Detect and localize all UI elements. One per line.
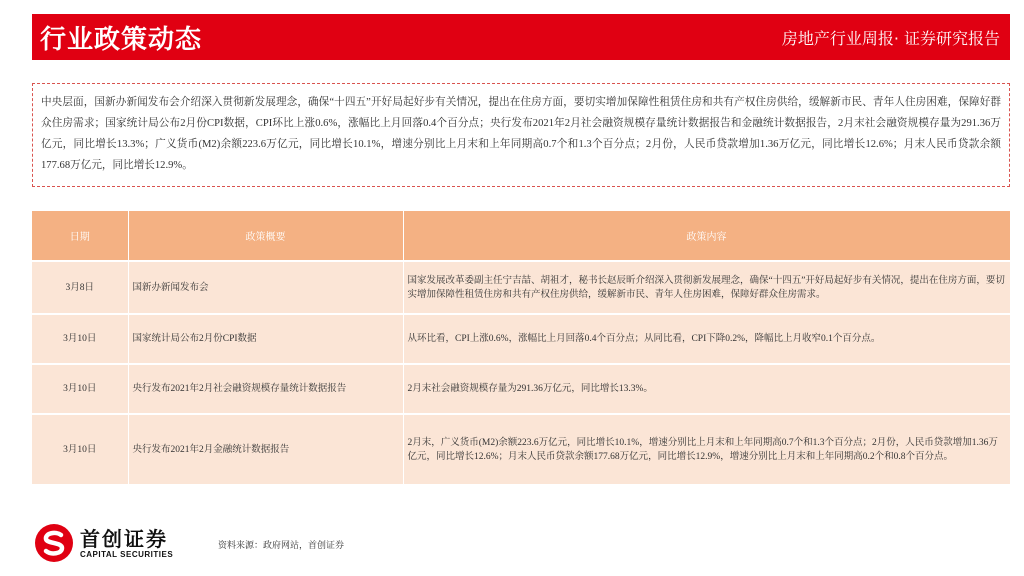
page-title: 行业政策动态 [40, 24, 203, 55]
row-summary: 央行发布2021年2月金融统计数据报告 [128, 414, 403, 484]
row-summary: 央行发布2021年2月社会融资规模存量统计数据报告 [128, 364, 403, 414]
row-date: 3月10日 [32, 414, 128, 484]
policy-table [32, 211, 1011, 484]
footer-logo [34, 520, 173, 566]
table-row [32, 364, 1010, 414]
row-content: 2月末社会融资规模存量为291.36万亿元，同比增长13.3%。 [403, 364, 1010, 414]
row-date: 3月10日 [32, 364, 128, 414]
logo-chinese-name: 首创证券 [80, 526, 168, 551]
report-subtitle: 房地产行业周报· 证券研究报告 [781, 28, 1000, 48]
column-header-content: 政策内容 [403, 211, 1010, 261]
capital-securities-logo-icon [34, 523, 74, 563]
column-header-summary: 政策概要 [128, 211, 403, 261]
policy-summary-text: 中央层面，国新办新闻发布会介绍深入贯彻新发展理念，确保“十四五”开好局起好步有关情况，提出在住房方面，要切实增加保障性租赁住房和共有产权住房供给，缓解新市民、青年人住房困难，保障好群众住房需求；国家统计局公布2月份CPI数据，CPI环比上涨0.6%，涨幅比上月回落0.4个百分点；央行发布2021年2月社会融资规模存量统计数据报告和金融统计数据报告，2月末社会融资规模存量为291.36万亿元，同比增长13.3%；广义货币(M2)余额223.6万亿元，同比增长10.1%，增速分别比上月末和上年同期高0.7个和1.3个百分点；2月份，人民币贷款增加1.36万亿元，同比增长12.6%；月末人民币贷款余额177.68万亿元，同比增长12.9%。 [41, 97, 1001, 171]
row-summary: 国新办新闻发布会 [128, 261, 403, 314]
table-header-row [32, 211, 1010, 261]
row-content: 从环比看，CPI上涨0.6%，涨幅比上月回落0.4个百分点；从同比看，CPI下降0.2%，降幅比上月收窄0.1个百分点。 [403, 314, 1010, 364]
table-row [32, 261, 1010, 314]
row-date: 3月10日 [32, 314, 128, 364]
table-row [32, 414, 1010, 484]
policy-table-container [32, 211, 1010, 484]
row-content: 国家发展改革委副主任宁吉喆、胡祖才，秘书长赵辰昕介绍深入贯彻新发展理念，确保“十四五”开好局起好步有关情况，提出在住房方面，要切实增加保障性租赁住房和共有产权住房供给，缓解新市民、青年人住房困难，保障好群众住房需求。 [403, 261, 1010, 314]
row-date: 3月8日 [32, 261, 128, 314]
page-header [32, 14, 1010, 60]
logo-english-name: CAPITAL SECURITIES [80, 549, 174, 559]
column-header-date: 日期 [32, 211, 128, 261]
row-summary: 国家统计局公布2月份CPI数据 [128, 314, 403, 364]
row-content: 2月末，广义货币(M2)余额223.6万亿元，同比增长10.1%，增速分别比上月末和上年同期高0.7个和1.3个百分点；2月份，人民币贷款增加1.36万亿元，同比增长12.6%；月末人民币贷款余额177.68万亿元，同比增长12.9%，增速分别比上月末和上年同期高0.2个和0.8个百分点。 [403, 414, 1010, 484]
policy-summary-box [32, 83, 1010, 187]
table-row [32, 314, 1010, 364]
data-source-note: 资料来源：政府网站，首创证券 [218, 540, 345, 550]
